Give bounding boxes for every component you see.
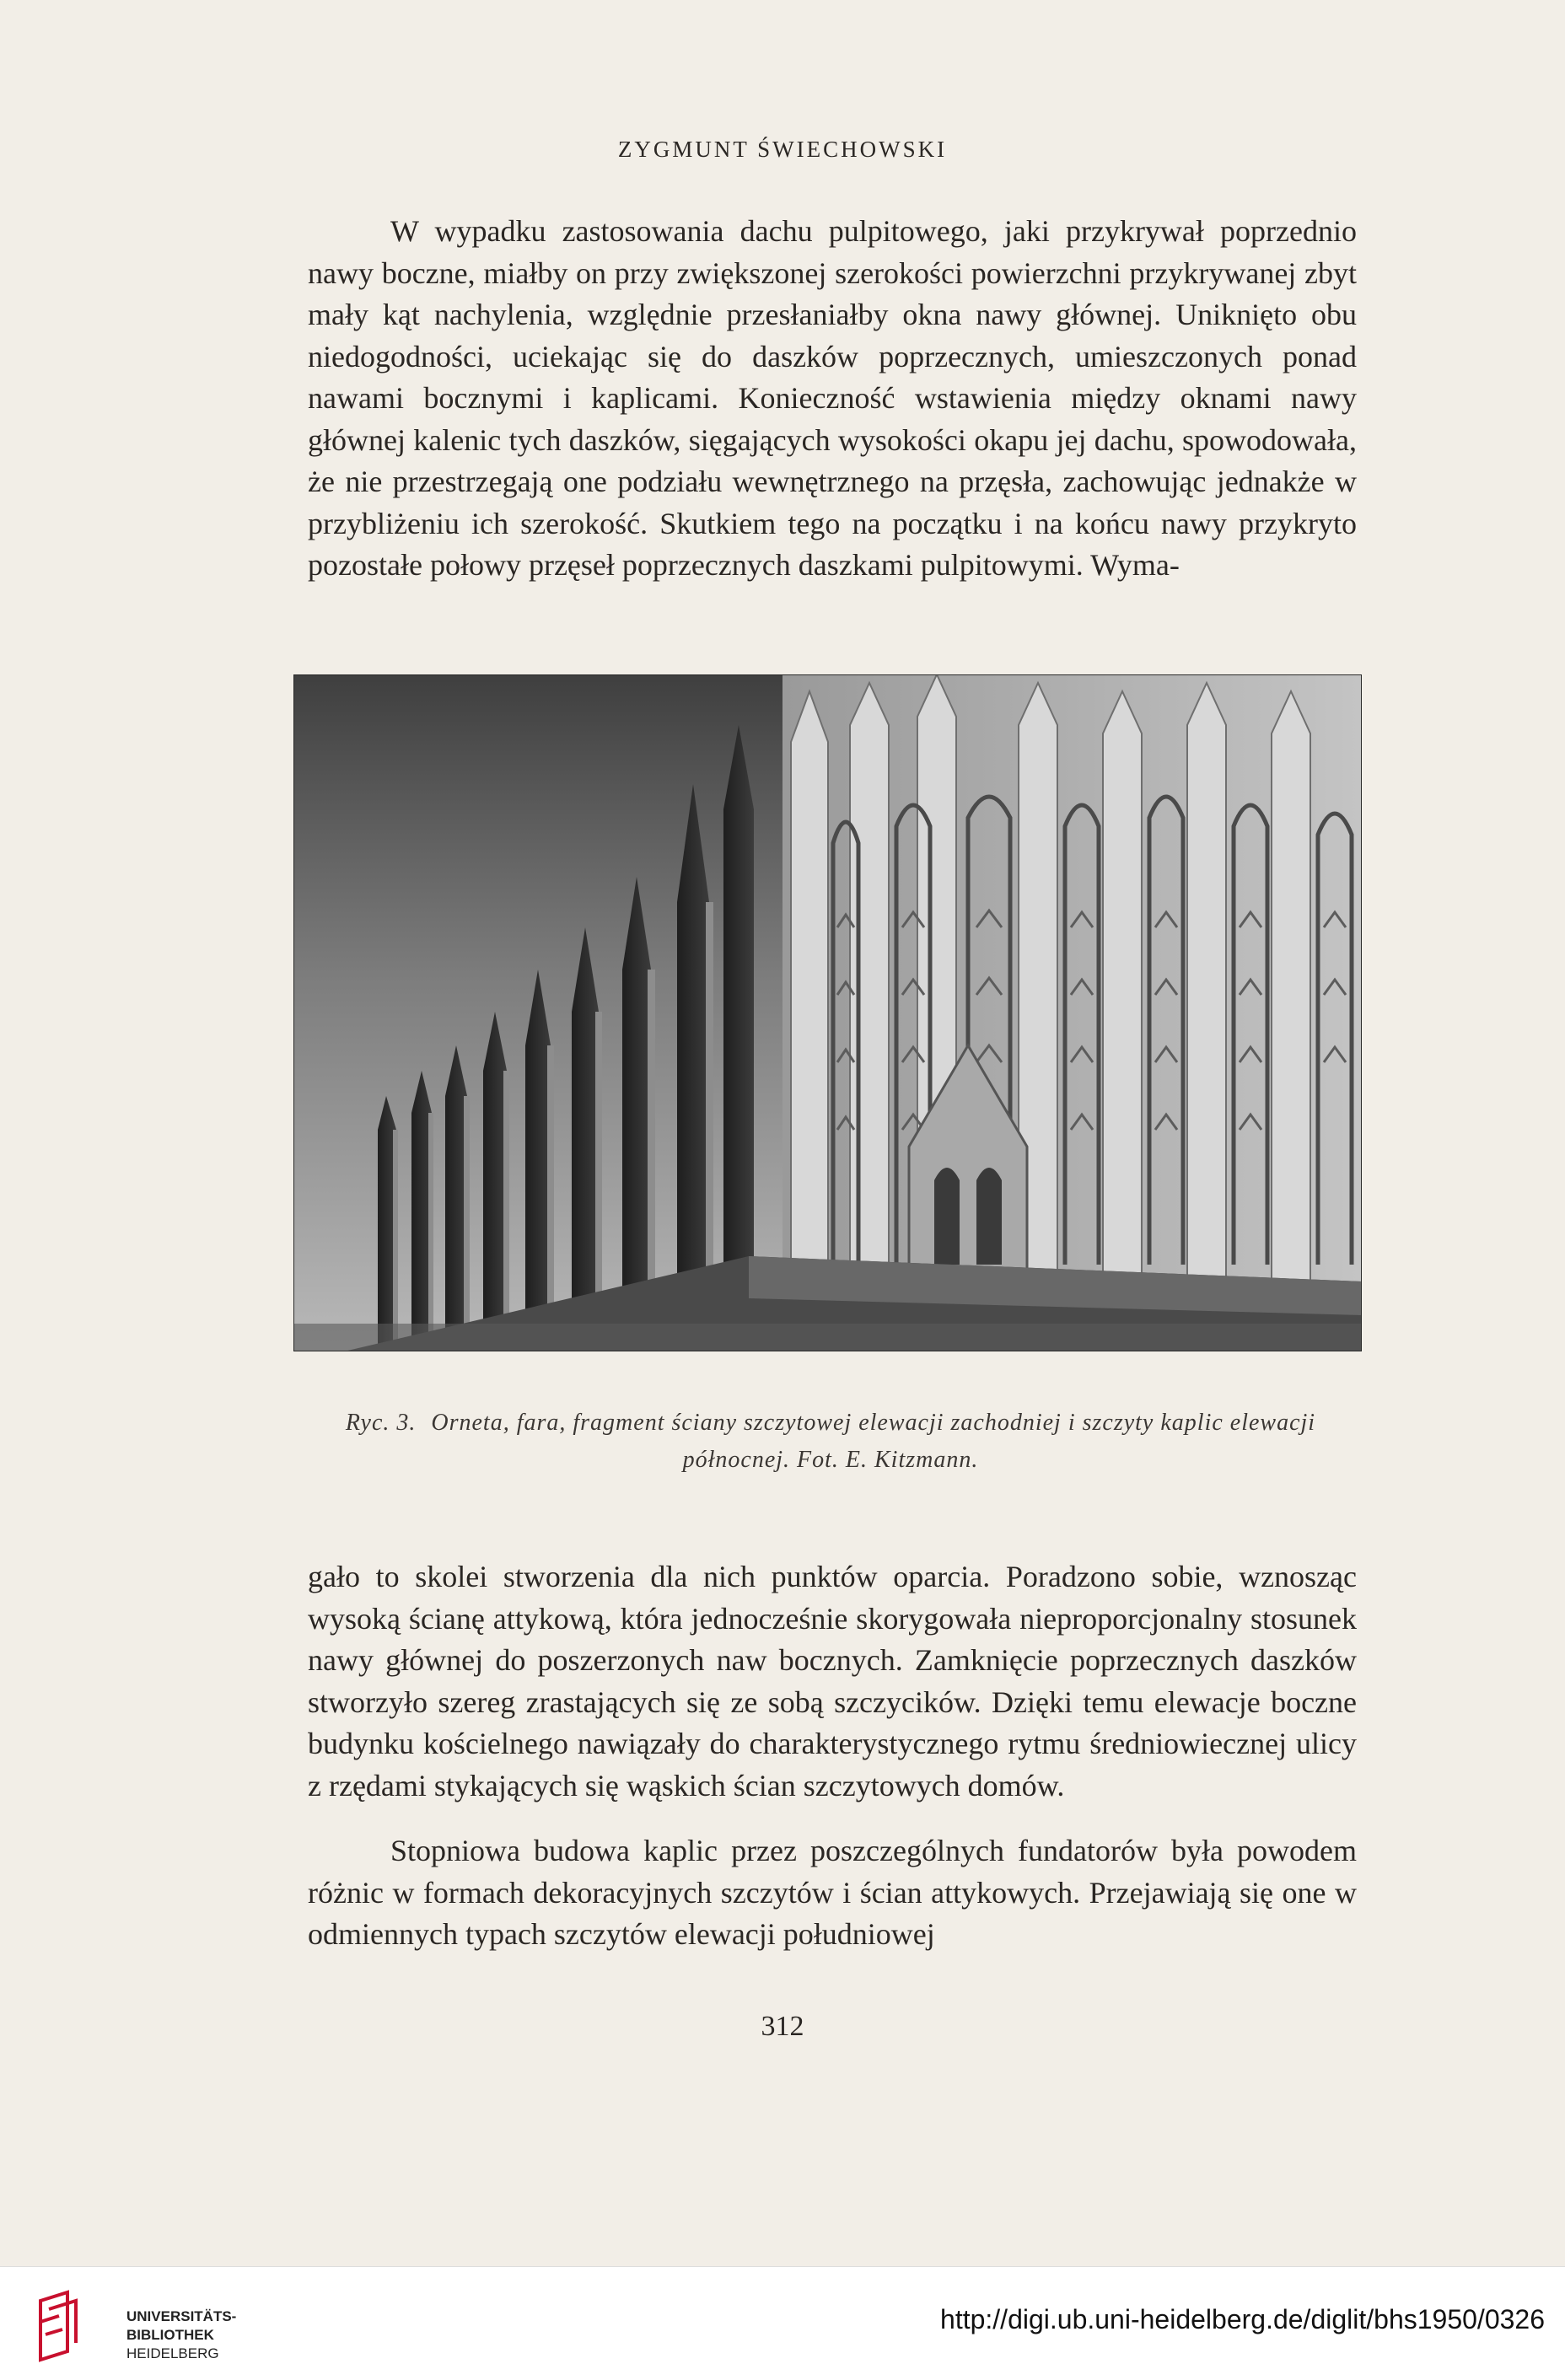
library-logo-icon (34, 2284, 93, 2368)
library-name (126, 2307, 236, 2363)
paragraph-3: Stopniowa budowa kaplic przez poszczególnych fundatorów była powodem różnic w formach dekoracyjnych szczytów i ścian attykowych. Przejawiają się one w odmiennych typach szczytów elewacji południowej (308, 1834, 1357, 1951)
library-logo[interactable] (34, 2284, 237, 2368)
source-url-link[interactable]: http://digi.ub.uni-heidelberg.de/diglit/bhs1950/0326 (940, 2304, 1545, 2334)
page-number: 312 (761, 2011, 804, 2042)
footer-bar (0, 2266, 1565, 2380)
paragraph-1: W wypadku zastosowania dachu pulpitowego, jaki przykrywał poprzednio nawy boczne, miałby on przy zwiększonej szerokości powierzchni przykrywanej zbyt mały kąt nachylenia, względnie przesłaniałby okna nawy głównej. Uniknięto obu niedogodności, uciekając się do daszków poprzecznych, umieszczonych ponad nawami bocznymi i kaplicami. Konieczność wstawienia między oknami nawy głównej kalenic tych daszków, sięgających wysokości okapu jej dachu, spowodowała, że nie przestrzegają one podziału wewnętrznego na przęsła, zachowując jednakże w przybliżeniu ich szerokość. Skutkiem tego na początku i na końcu nawy przykryto pozostałe połowy przęseł poprzecznych daszkami pulpitowymi. Wyma- (308, 214, 1357, 582)
running-head: ZYGMUNT ŚWIECHOWSKI (617, 137, 948, 162)
library-name-line-2: BIBLIOTHEK (126, 2327, 214, 2343)
text-block-top (308, 211, 1357, 587)
library-name-line-3: HEIDELBERG (126, 2345, 219, 2361)
figure-label: Ryc. 3. (345, 1410, 417, 1436)
paragraph-2: gało to skolei stworzenia dla nich punktów oparcia. Poradzono sobie, wznosząc wysoką ścianę attykową, która jednocześnie skorygowała nieproporcjonalny stosunek nawy głównej do poszerzonych naw bocznych. Zamknięcie poprzecznych daszków stworzyło szereg zrastających się ze sobą szczycików. Dzięki temu elewacje boczne budynku kościelnego nawiązały do charakterystycznego rytmu średniowiecznej ulicy z rzędami stykających się wąskich ścian szczytowych domów. (308, 1560, 1357, 1802)
library-name-line-1: UNIVERSITÄTS- (126, 2308, 237, 2324)
figure-caption (304, 1405, 1358, 1479)
figure-caption-text: Orneta, fara, fragment ściany szczytowej elewacji zachodniej i szczyty kaplic elewacji północnej. Fot. E. Kitzmann. (431, 1410, 1316, 1473)
church-gable-photo (293, 674, 1362, 1351)
figure-photo (293, 674, 1362, 1351)
text-block-bottom (308, 1556, 1357, 1956)
